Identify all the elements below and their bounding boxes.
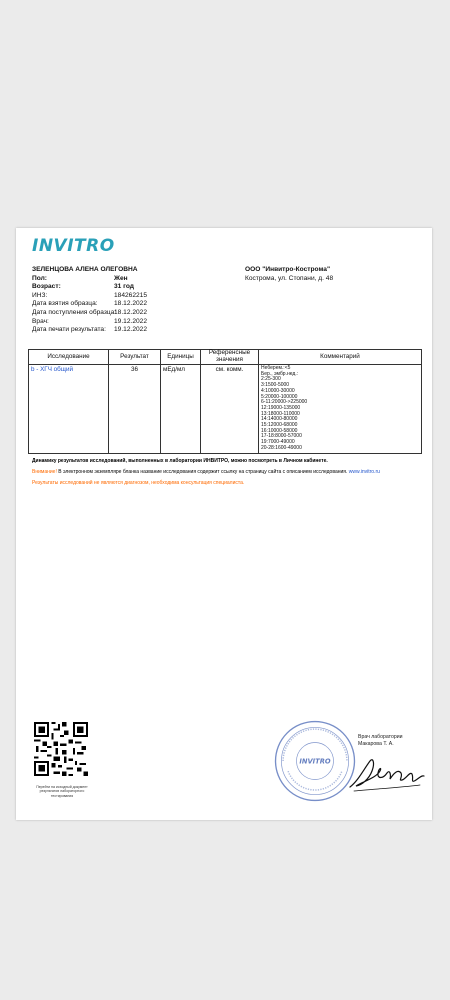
- comment-line: 14:14000-80000: [261, 416, 298, 423]
- comment-line: 4:10000-30000: [261, 387, 295, 394]
- patient-name: ЗЕЛЕНЦОВА АЛЕНА ОЛЕГОВНА: [32, 266, 138, 273]
- table-row: [29, 365, 422, 454]
- comment-line: Бер., эмбр.нед.:: [261, 370, 299, 377]
- inz-value: 184262215: [114, 291, 148, 299]
- header-units: Единицы: [161, 350, 201, 365]
- qr-code[interactable]: [34, 722, 88, 776]
- doctor-value: 19.12.2022: [114, 317, 148, 325]
- stamp-text: INVITRO: [299, 757, 331, 766]
- units-value: мЕд/мл: [161, 365, 201, 454]
- signer-block: [358, 734, 403, 748]
- comment-line: 19:7000-49000: [261, 439, 295, 446]
- attention-text: В электронном экземпляре бланка название исследования содержит ссылку на страницу сайта с описанием исследования.: [56, 469, 348, 475]
- comment-line: 13:18000-110000: [261, 410, 300, 417]
- comment-line: 15:12000-68000: [261, 422, 298, 429]
- age-value: 31 год: [114, 283, 134, 291]
- sample-date-label: Дата взятия образца:: [32, 300, 98, 308]
- site-link[interactable]: www.invitro.ru: [348, 469, 380, 475]
- received-date-value: 18.12.2022: [114, 308, 148, 316]
- signature-icon: [346, 751, 426, 795]
- comment-line: 5:20000-100000: [261, 393, 298, 400]
- lab-info: [245, 266, 425, 283]
- comment-line: 12:19000-135000: [261, 404, 301, 411]
- attention-note: [32, 469, 380, 476]
- sex-value: Жен: [114, 274, 128, 282]
- signer-name: Макарова Т. А.: [358, 740, 394, 747]
- age-label: Возраст:: [32, 283, 61, 291]
- received-date-label: Дата поступления образца:: [32, 308, 117, 316]
- lab-name: ООО "Инвитро-Кострома": [245, 266, 331, 273]
- doctor-label: Врач:: [32, 317, 49, 325]
- comment-line: 6-11:20000->225000: [261, 399, 308, 406]
- patient-values: [114, 266, 147, 335]
- attention-label: Внимание!: [32, 469, 57, 475]
- invitro-logo: INVITRO: [32, 236, 115, 256]
- comment-line: 2:25-300: [261, 376, 281, 383]
- comment-line: 3:1500-5000: [261, 382, 290, 389]
- comment-line: 17-18:8000-57000: [261, 433, 302, 440]
- header-comment: Комментарий: [259, 350, 422, 365]
- inz-label: ИНЗ:: [32, 291, 48, 299]
- result-value: 36: [109, 365, 161, 454]
- print-date-label: Дата печати результата:: [32, 326, 106, 334]
- comment-line: 20-28:1600-49000: [261, 444, 302, 451]
- disclaimer-note: Результаты исследований не являются диагнозом, необходима консультация специалиста.: [32, 480, 245, 486]
- signer-title: Врач лаборатории: [358, 734, 403, 740]
- qr-caption: Перейти на исходный документ результатов лабораторного тестирования: [36, 785, 88, 798]
- lab-address: Кострома, ул. Стопани, д. 48: [245, 274, 334, 282]
- comment-line: Неберем.:<5: [261, 365, 291, 371]
- comment-cell: [259, 365, 422, 454]
- reference-value: см. комм.: [201, 365, 259, 454]
- print-date-value: 19.12.2022: [114, 326, 148, 334]
- sample-date-value: 18.12.2022: [114, 300, 148, 308]
- comment-line: 16:10000-58000: [261, 427, 298, 434]
- sex-label: Пол:: [32, 274, 47, 282]
- lab-result-document: [16, 228, 432, 820]
- header-result: Результат: [109, 350, 161, 365]
- header-reference: Референсные значения: [201, 350, 259, 365]
- results-table: [28, 349, 422, 454]
- results-header-row: [29, 350, 422, 365]
- test-name-link[interactable]: b - ХГЧ общий: [31, 366, 73, 373]
- lab-stamp-icon: [273, 719, 357, 803]
- dynamics-note: Динамику результатов исследований, выполненных в лаборатории ИНВИТРО, можно посмотреть в Личном кабинете.: [32, 458, 328, 464]
- header-test: Исследование: [29, 350, 109, 365]
